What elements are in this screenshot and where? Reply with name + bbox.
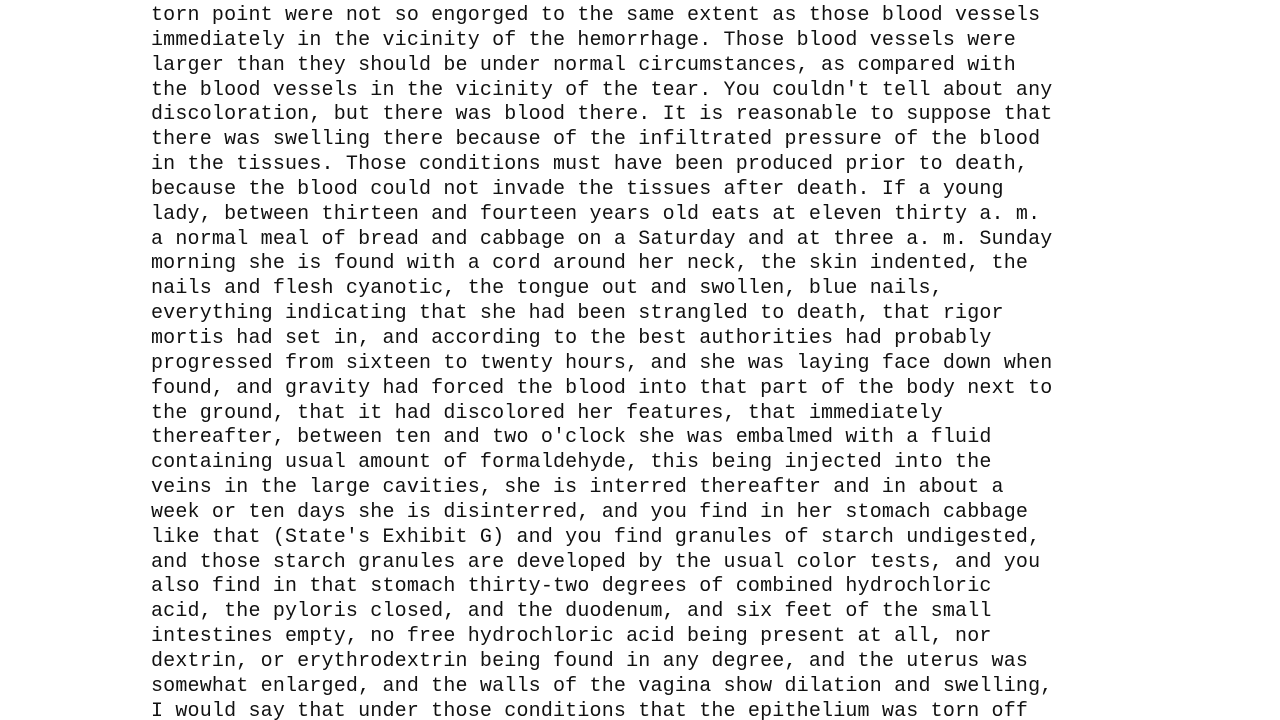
- text-line: thereafter, between ten and two o'clock she was embalmed with a fluid: [151, 426, 992, 450]
- text-line: somewhat enlarged, and the walls of the vagina show dilation and swelling,: [151, 674, 1053, 698]
- text-line: containing usual amount of formaldehyde, this being injected into the: [151, 451, 992, 475]
- text-line: the ground, that it had discolored her features, that immediately: [151, 401, 943, 425]
- text-line: torn point were not so engorged to the same extent as those blood vessels: [151, 4, 1041, 27]
- text-line: I would say that under those conditions that the epithelium was torn off: [151, 699, 1029, 720]
- text-line: because the blood could not invade the tissues after death. If a young: [151, 177, 1004, 201]
- text-line: like that (State's Exhibit G) and you find granules of starch undigested,: [151, 525, 1041, 549]
- text-line: morning she is found with a cord around her neck, the skin indented, the: [151, 252, 1029, 276]
- text-line: immediately in the vicinity of the hemorrhage. Those blood vessels were: [151, 28, 1016, 52]
- testimony-text-block: [151, 4, 1052, 720]
- text-line: progressed from sixteen to twenty hours, and she was laying face down when: [151, 351, 1053, 375]
- text-line: there was swelling there because of the infiltrated pressure of the blood: [151, 128, 1041, 152]
- text-line: intestines empty, no free hydrochloric acid being present at all, nor: [151, 625, 992, 649]
- text-line: the blood vessels in the vicinity of the tear. You couldn't tell about any: [151, 78, 1053, 102]
- text-line: a normal meal of bread and cabbage on a Saturday and at three a. m. Sunday: [151, 227, 1053, 251]
- text-line: larger than they should be under normal circumstances, as compared with: [151, 53, 1016, 77]
- text-line: nails and flesh cyanotic, the tongue out and swollen, blue nails,: [151, 277, 943, 301]
- text-line: discoloration, but there was blood there. It is reasonable to suppose that: [151, 103, 1053, 127]
- text-line: found, and gravity had forced the blood into that part of the body next to: [151, 376, 1053, 400]
- text-line: lady, between thirteen and fourteen years old eats at eleven thirty a. m.: [151, 202, 1041, 226]
- text-line: dextrin, or erythrodextrin being found in any degree, and the uterus was: [151, 649, 1029, 673]
- text-line: and those starch granules are developed by the usual color tests, and you: [151, 550, 1041, 574]
- text-line: acid, the pyloris closed, and the duodenum, and six feet of the small: [151, 600, 992, 624]
- text-line: week or ten days she is disinterred, and you find in her stomach cabbage: [151, 500, 1029, 524]
- text-line: veins in the large cavities, she is interred thereafter and in about a: [151, 476, 1004, 500]
- text-line: in the tissues. Those conditions must have been produced prior to death,: [151, 153, 1029, 177]
- text-line: also find in that stomach thirty-two degrees of combined hydrochloric: [151, 575, 992, 599]
- text-line: everything indicating that she had been strangled to death, that rigor: [151, 302, 1004, 326]
- text-line: mortis had set in, and according to the best authorities had probably: [151, 326, 992, 350]
